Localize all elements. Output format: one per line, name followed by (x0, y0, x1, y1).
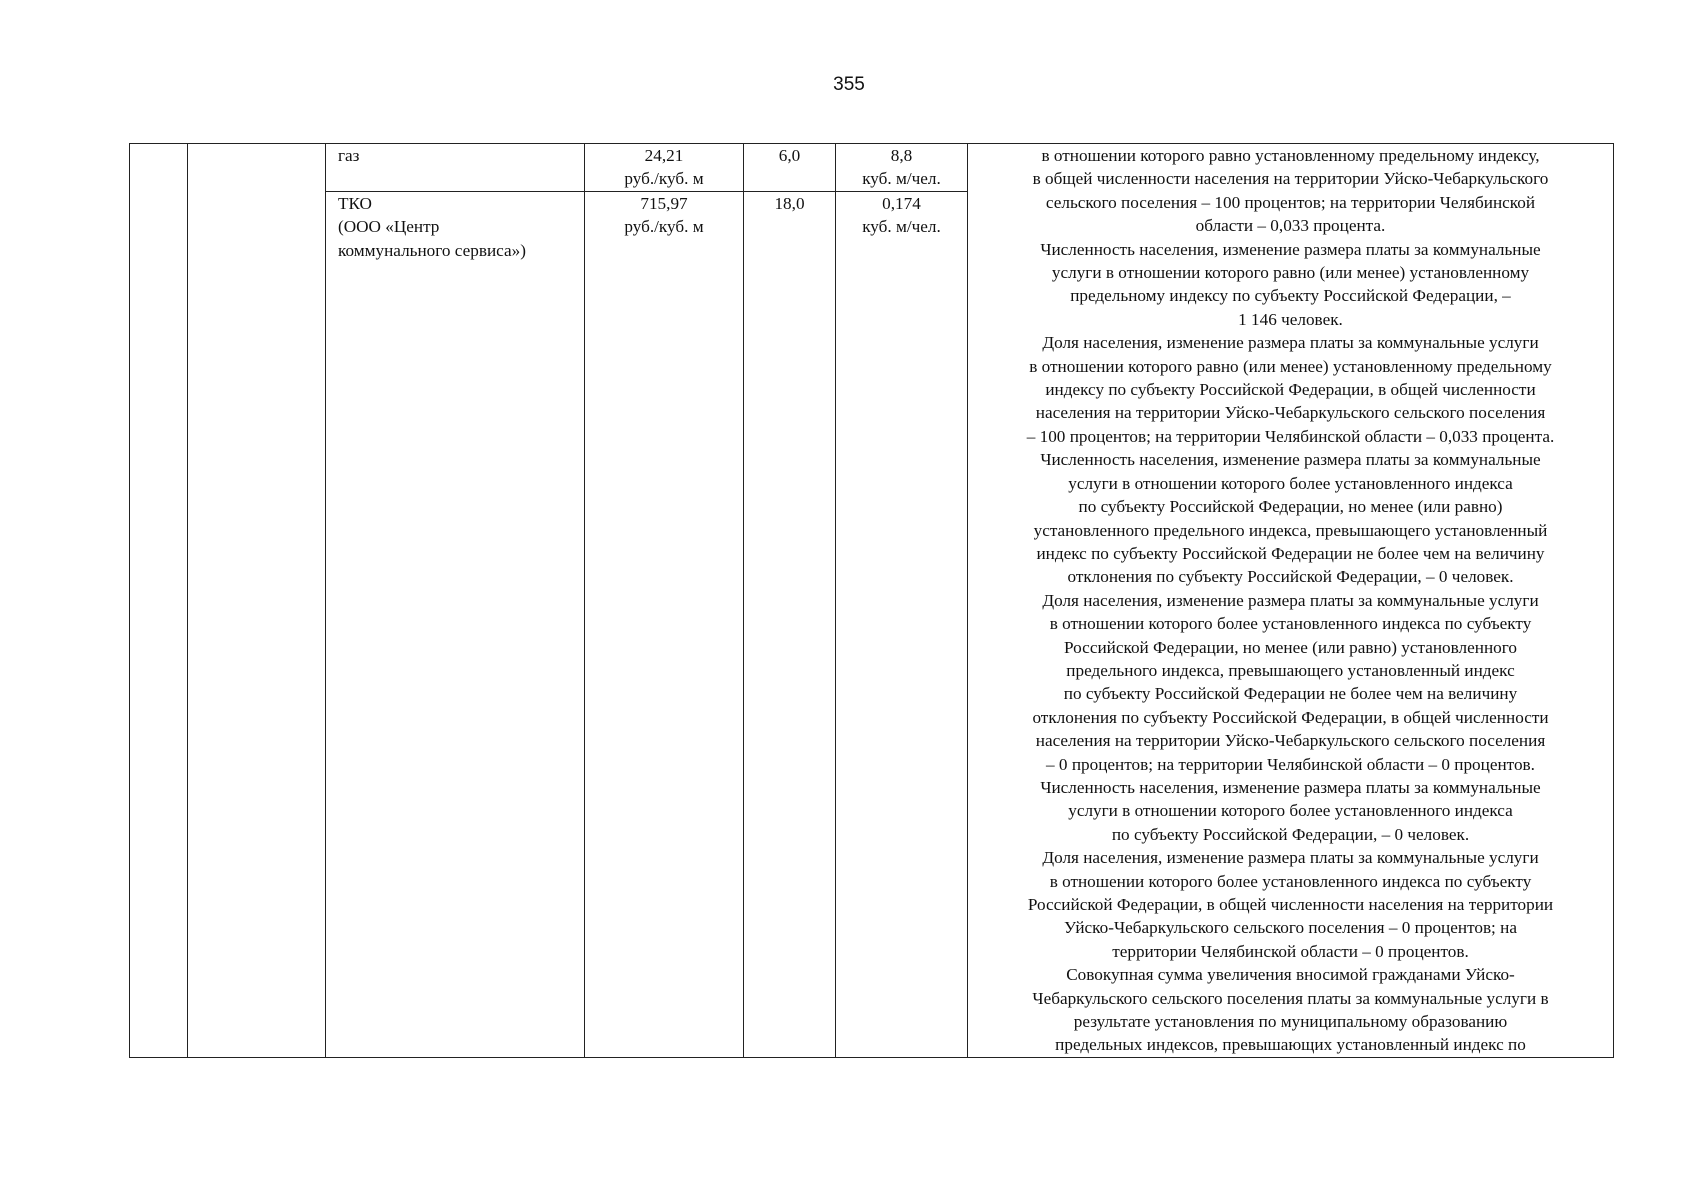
description-line: Доля населения, изменение размера платы за коммунальные услуги (1042, 848, 1539, 868)
description-line: услуги в отношении которого более установленного индекса (1068, 473, 1513, 493)
description-line: сельского поселения – 100 процентов; на территории Челябинской (1045, 192, 1536, 212)
description-line: установленного предельного индекса, превышающего установленный (1033, 520, 1548, 540)
description-line: индекс по субъекту Российской Федерации не более чем на величину (1036, 543, 1545, 563)
tariff-unit: руб./куб. м (624, 169, 704, 189)
growth-cell (744, 144, 836, 192)
description-line: в отношении которого более установленного индекса по субъекту (1049, 871, 1532, 891)
description-line: отклонения по субъекту Российской Федерации, – 0 человек. (1067, 567, 1514, 587)
description-line: – 0 процентов; на территории Челябинской области – 0 процентов. (1046, 754, 1535, 774)
description-line: Численность населения, изменение размера платы за коммунальные (1040, 239, 1541, 259)
norm-value: 8,8 (890, 146, 913, 165)
description-line: – 100 процентов; на территории Челябинской области – 0,033 процента. (1026, 426, 1555, 446)
description-cell (968, 144, 1614, 1058)
description-line: по субъекту Российской Федерации не более чем на величину (1063, 684, 1518, 704)
description-line: Совокупная сумма увеличения вносимой гражданами Уйско- (1066, 965, 1515, 985)
description-line: населения на территории Уйско-Чебаркульского сельского поселения (1035, 731, 1546, 751)
description-line: в отношении которого более установленного индекса по субъекту (1049, 614, 1532, 634)
description-line: области – 0,033 процента. (1195, 216, 1386, 236)
description-line: предельного индекса, превышающего установленный индекс (1066, 660, 1515, 680)
growth-value: 18,0 (774, 194, 805, 213)
tariff-unit: руб./куб. м (624, 217, 704, 237)
growth-value: 6,0 (778, 146, 801, 165)
service-provider: (ООО «Центр (338, 217, 440, 237)
description-line: 1 146 человек. (1238, 309, 1343, 329)
service-provider: коммунального сервиса») (338, 240, 526, 260)
description-line: по субъекту Российской Федерации, но менее (или равно) (1078, 497, 1503, 517)
description-line: отклонения по субъекту Российской Федерации, в общей численности (1032, 707, 1549, 727)
description-line: Чебаркульского сельского поселения платы за коммунальные услуги в (1032, 988, 1549, 1008)
service-cell (326, 192, 585, 1058)
description-line: услуги в отношении которого равно (или менее) установленному (1051, 263, 1530, 283)
norm-unit: куб. м/чел. (862, 217, 941, 237)
page-number: 355 (833, 74, 865, 95)
empty-cell (188, 144, 326, 1058)
description-line: Уйско-Чебаркульского сельского поселения – 0 процентов; на (1064, 918, 1517, 938)
description-line: Доля населения, изменение размера платы за коммунальные услуги (1042, 333, 1539, 353)
service-name: газ (338, 146, 360, 165)
description-line: Численность населения, изменение размера платы за коммунальные (1040, 450, 1541, 470)
growth-cell (744, 192, 836, 1058)
tariff-cell (585, 192, 744, 1058)
description-line: Российской Федерации, в общей численности населения на территории (1027, 895, 1554, 914)
description-line: по субъекту Российской Федерации, – 0 человек. (1111, 824, 1470, 844)
tariff-table (129, 143, 1614, 1058)
description-text (972, 144, 1609, 1057)
empty-cell (130, 144, 188, 1058)
norm-cell (836, 144, 968, 192)
description-line: в отношении которого равно установленному предельному индексу, (1041, 146, 1540, 165)
tariff-cell (585, 144, 744, 192)
service-cell (326, 144, 585, 192)
norm-cell (836, 192, 968, 1058)
norm-value: 0,174 (882, 194, 921, 213)
description-line: населения на территории Уйско-Чебаркульского сельского поселения (1035, 403, 1546, 423)
tariff-value: 24,21 (644, 146, 684, 165)
description-line: результате установления по муниципальному образованию (1073, 1012, 1508, 1032)
service-name: ТКО (338, 194, 372, 213)
description-line: Доля населения, изменение размера платы за коммунальные услуги (1042, 590, 1539, 610)
description-line: предельных индексов, превышающих установленный индекс по (1055, 1035, 1526, 1055)
norm-unit: куб. м/чел. (862, 169, 941, 189)
description-line: в общей численности населения на территории Уйско-Чебаркульского (1032, 169, 1549, 189)
description-line: территории Челябинской области – 0 процентов. (1112, 941, 1469, 961)
description-line: в отношении которого равно (или менее) установленному предельному (1029, 356, 1552, 376)
description-line: Численность населения, изменение размера платы за коммунальные (1040, 777, 1541, 797)
description-line: услуги в отношении которого более установленного индекса (1068, 801, 1513, 821)
description-line: индексу по субъекту Российской Федерации, в общей численности (1045, 380, 1536, 400)
description-line: Российской Федерации, но менее (или равно) установленного (1064, 637, 1517, 657)
tariff-value: 715,97 (640, 194, 688, 213)
description-line: предельному индексу по субъекту Российской Федерации, – (1070, 286, 1511, 306)
table-row (130, 144, 1614, 192)
